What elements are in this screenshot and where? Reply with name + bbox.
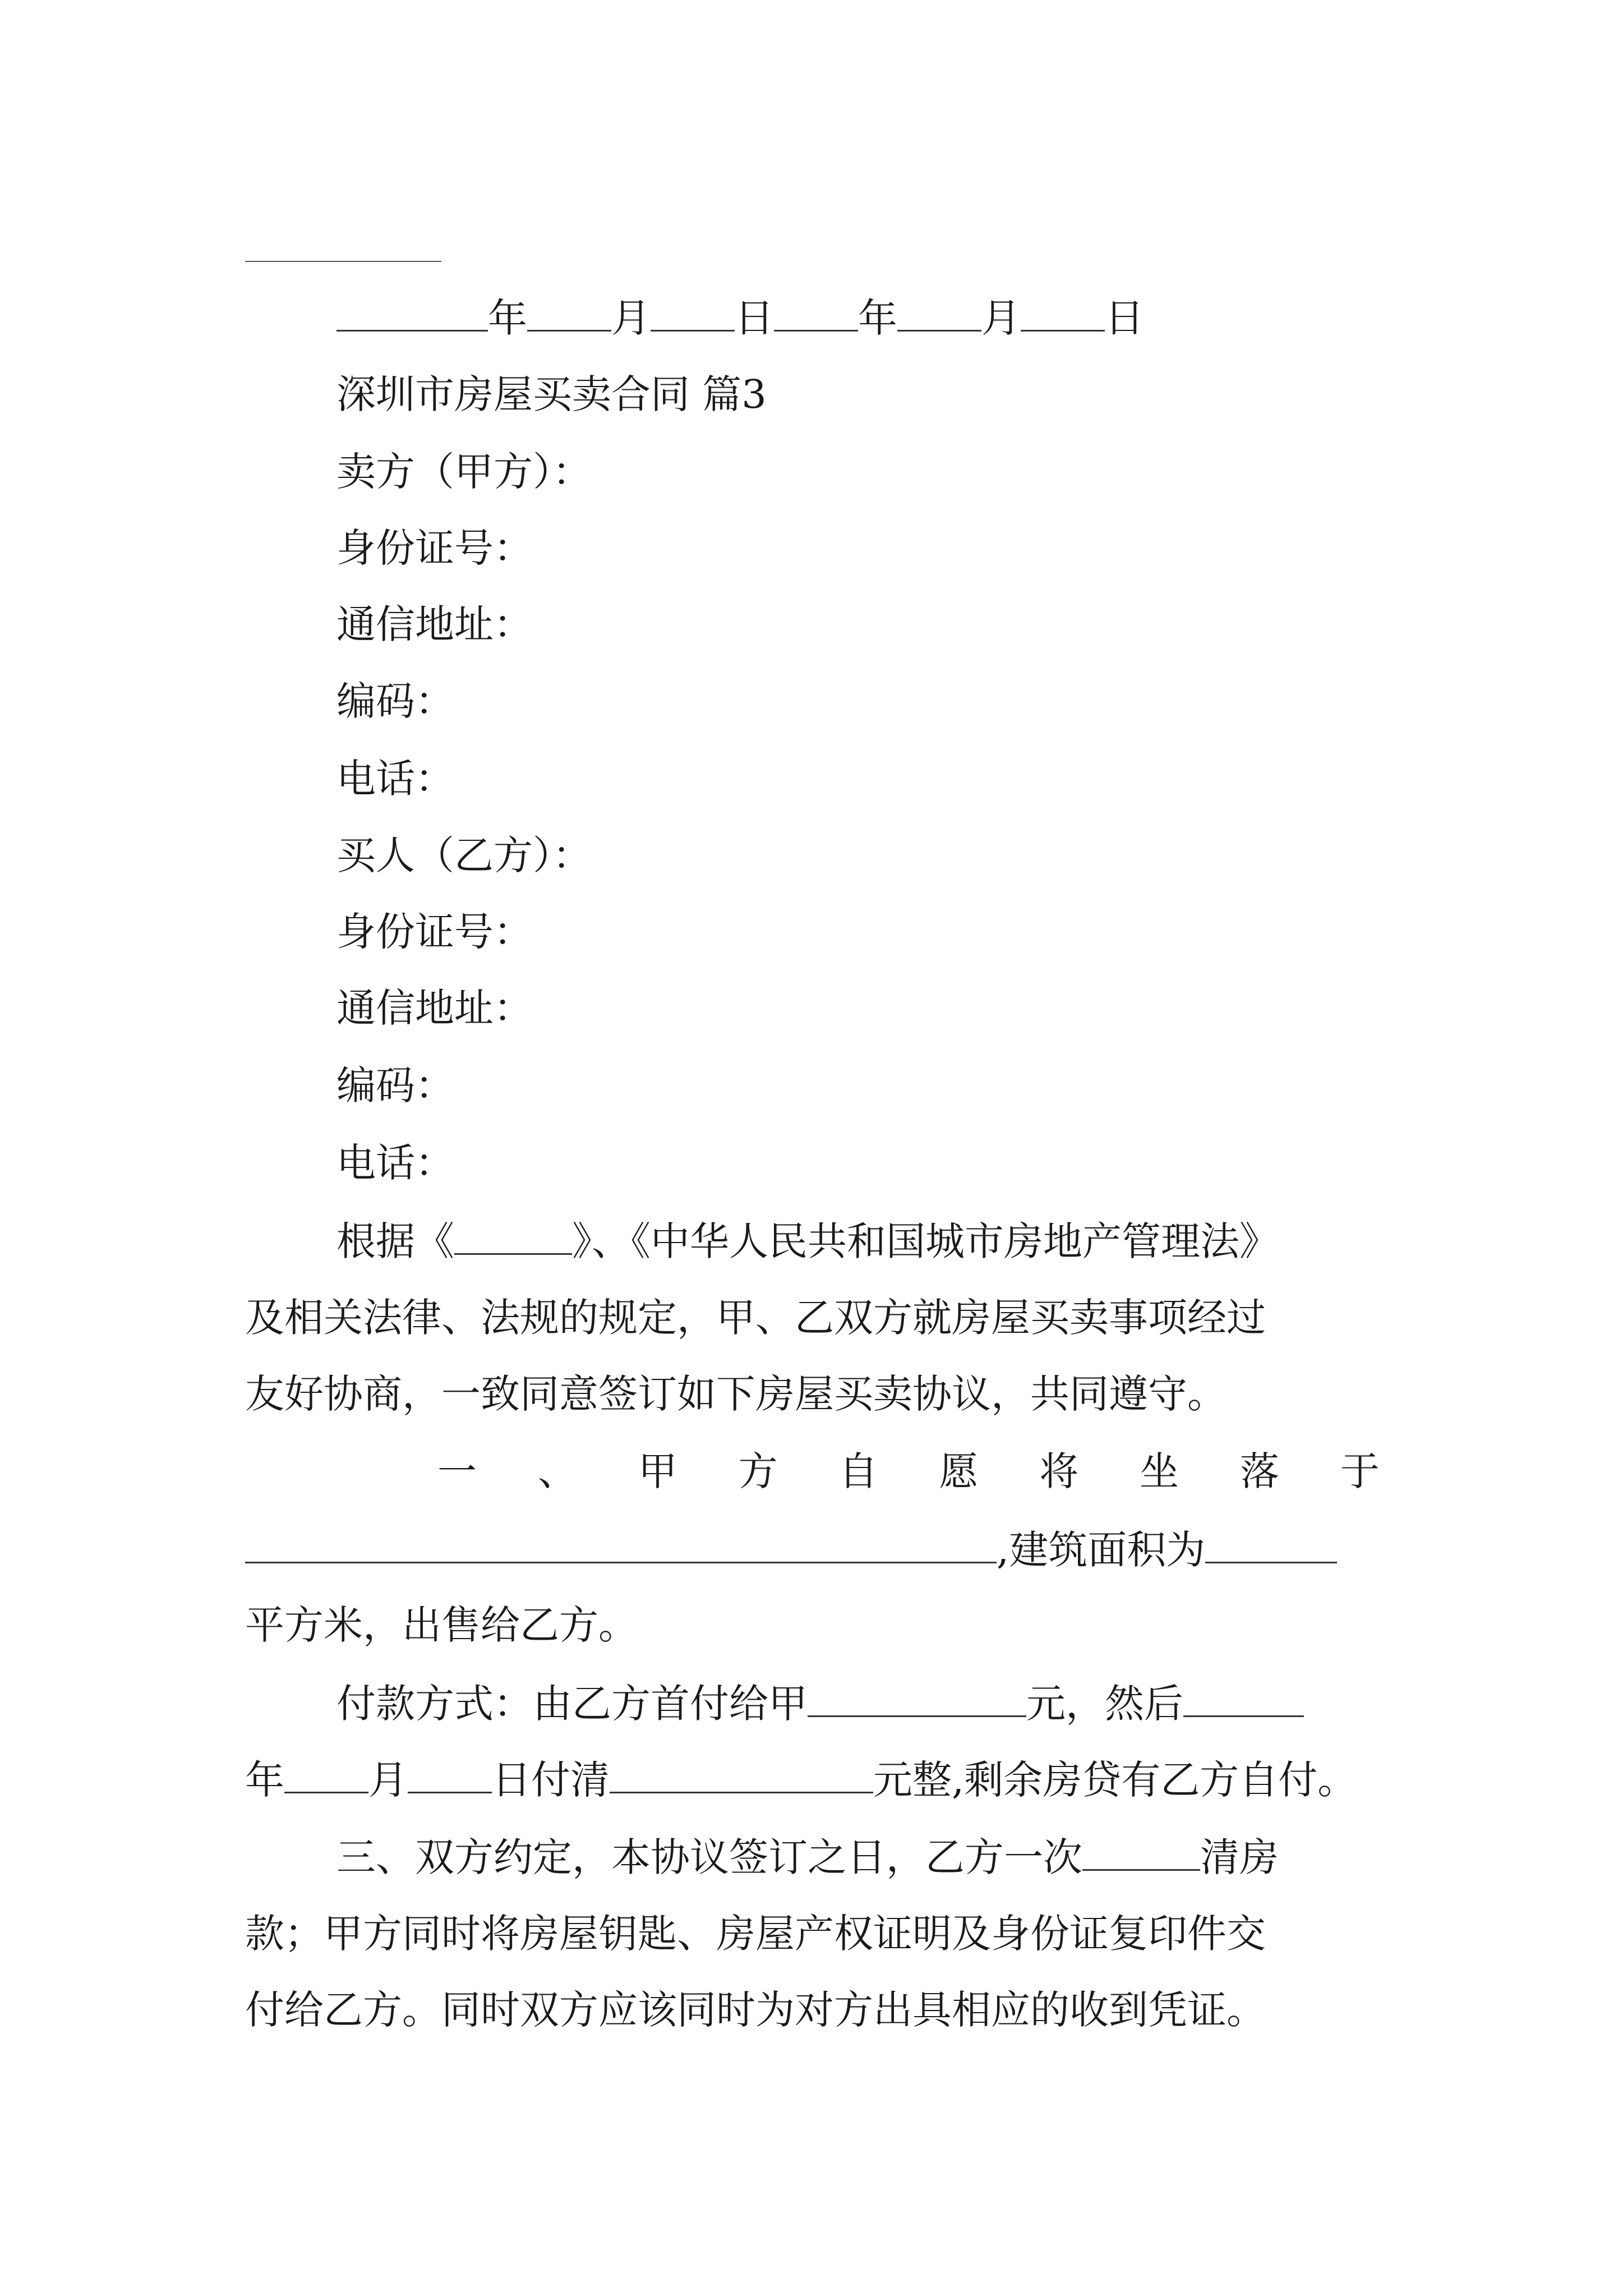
payment-line-1 [336,1681,1304,1727]
blank [1021,297,1105,332]
month-text: 月 [981,295,1021,341]
seller-postcode-label: 编码： [336,678,454,724]
blank [454,1221,572,1255]
buyer-label: 买人（乙方）： [336,832,592,878]
document-title: 深圳市房屋买卖合同 篇3 [336,371,767,417]
payment-line-2 [245,1757,1357,1803]
buyer-postcode-label: 编码： [336,1062,454,1108]
clause-3-text: 三、双方约定，本协议签订之日，乙方一次 [336,1834,1082,1880]
blank [774,297,858,332]
clause-1-char: 甲 [638,1448,677,1494]
blank [610,1759,873,1793]
clause-3-text: 清房 [1200,1834,1279,1880]
clause-3-line-2: 款；甲方同时将房屋钥匙、房屋产权证明及身份证复印件交 [245,1911,1266,1957]
intro-line-3: 友好协商，一致同意签订如下房屋买卖协议，共同遵守。 [245,1371,1227,1417]
blank [527,297,611,332]
area-text: ,建筑面积为 [997,1527,1206,1573]
clause-3-line-3: 付给乙方。同时双方应该同时为对方出具相应的收到凭证。 [245,1987,1266,2033]
clause-1-char: 落 [1240,1448,1279,1494]
clause-1-char: 于 [1340,1448,1380,1494]
seller-label: 卖方（甲方）： [336,449,592,495]
clause-1-char: 将 [1039,1448,1079,1494]
buyer-phone-label: 电话： [336,1140,454,1186]
seller-id-label: 身份证号： [336,525,533,571]
seller-phone-label: 电话： [336,756,454,802]
year-text: 年 [858,295,897,341]
blank [284,1759,368,1793]
intro-line-2: 及相关法律、法规的规定，甲、乙双方就房屋买卖事项经过 [245,1295,1266,1341]
blank [808,1683,1026,1717]
payment-text: 元整,剩余房贷有乙方自付。 [873,1757,1357,1803]
intro-text: 根据《 [336,1218,454,1264]
blank [1082,1837,1200,1871]
intro-text: 》、《中华人民共和国城市房地产管理法》 [572,1218,1279,1264]
payment-day: 日付清 [492,1757,610,1803]
blank [897,297,981,332]
blank [245,1529,997,1563]
day-text: 日 [735,295,774,341]
buyer-address-label: 通信地址： [336,985,533,1031]
intro-line-1 [336,1218,1279,1264]
clause-1-char: 一 [437,1448,477,1494]
blank [651,297,735,332]
blank [408,1759,492,1793]
clause-1-char: 、 [537,1448,577,1494]
clause-1-char: 坐 [1140,1448,1179,1494]
year-text: 年 [488,295,527,341]
buyer-id-label: 身份证号： [336,909,533,955]
blank [1205,1529,1337,1563]
clause-1-char: 方 [738,1448,778,1494]
clause-3-line-1 [336,1834,1279,1880]
top-rule [245,261,441,262]
clause-1-line-1 [437,1448,1380,1494]
blank [336,297,488,332]
seller-address-label: 通信地址： [336,601,533,647]
clause-1-line-3: 平方米，出售给乙方。 [245,1602,638,1648]
payment-text: 元，然后 [1026,1681,1183,1727]
clause-1-char: 自 [838,1448,878,1494]
payment-year: 年 [245,1757,284,1803]
payment-text: 付款方式：由乙方首付给甲 [336,1681,808,1727]
month-text: 月 [611,295,651,341]
clause-1-line-2 [245,1527,1337,1573]
day-text: 日 [1105,295,1144,341]
clause-1-char: 愿 [939,1448,979,1494]
payment-month: 月 [368,1757,408,1803]
date-line [336,295,1144,341]
blank [1183,1683,1304,1717]
